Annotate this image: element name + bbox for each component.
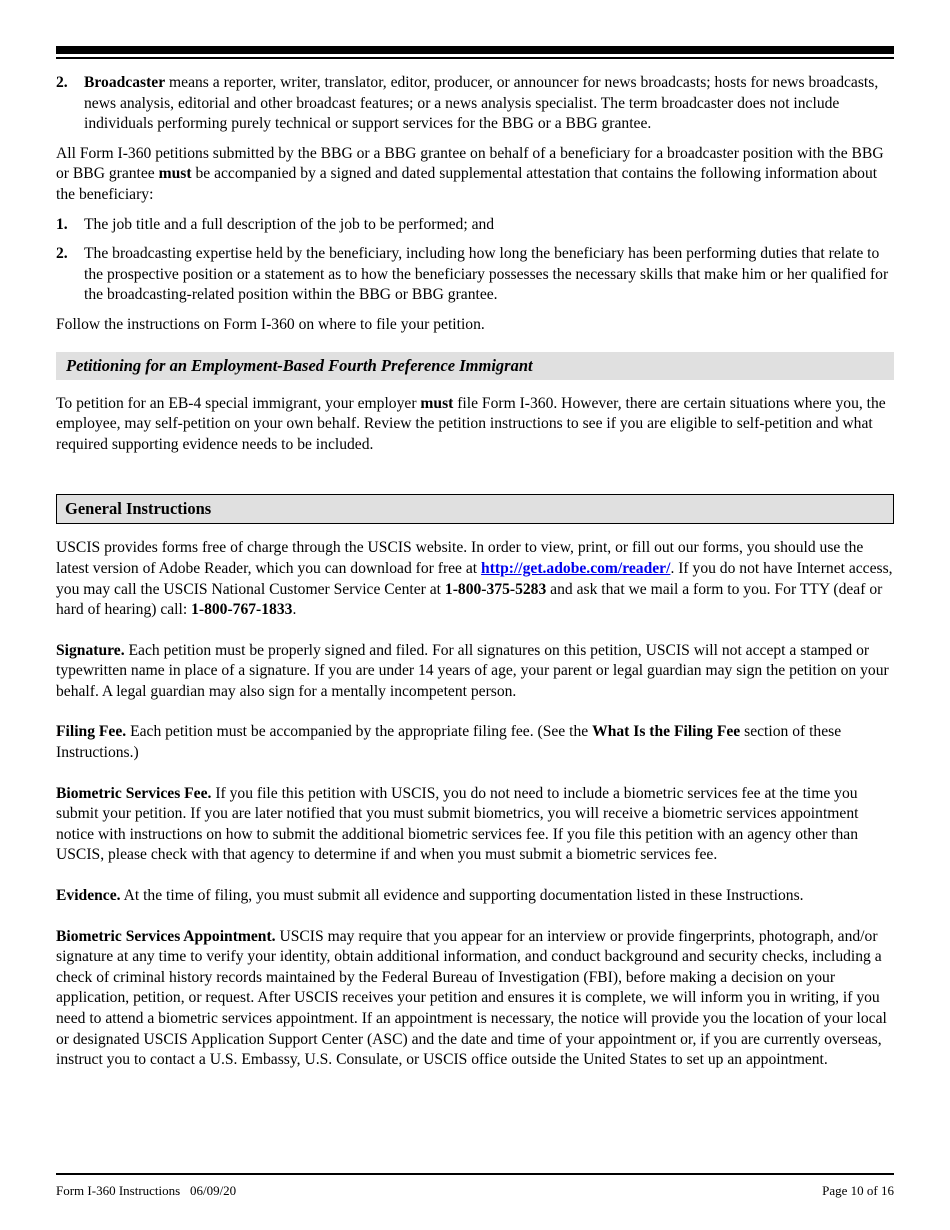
- footer-page-number: Page 10 of 16: [822, 1183, 894, 1198]
- general-instructions-heading: General Instructions: [56, 494, 894, 524]
- page-content: [56, 73, 894, 1071]
- footer-form-id: Form I-360 Instructions 06/09/20: [56, 1183, 237, 1198]
- adobe-reader-link[interactable]: http://get.adobe.com/reader/: [481, 559, 671, 577]
- attestation-intro: All Form I-360 petitions submitted by the BBG or a BBG grantee on behalf of a beneficiary for a broadcaster position with the BBG or BBG grantee must be accompanied by a signed and dated supplemental attestation that contains the following information about the beneficiary:: [56, 144, 884, 203]
- biometric-appointment-paragraph: Biometric Services Appointment. USCIS may require that you appear for an interview or provide fingerprints, photograph, and/or signature at any time to verify your identity, obtain additional information, and conduct background and security checks, including a check of criminal history records maintained by the Federal Bureau of Investigation (FBI), before making a decision on your application, petition, or request. After USCIS receives your petition and ensures it is complete, we will inform you in writing, if you need to attend a biometric services appointment. If an appointment is necessary, the notice will provide you the location of your local or designated USCIS Application Support Center (ASC) and the date and time of your appointment or, if you are currently overseas, instruct you to contact a U.S. Embassy, U.S. Consulate, or USCIS office outside the United States to set up an appointment.: [56, 927, 887, 1069]
- definition-text: means a reporter, writer, translator, editor, producer, or announcer for news broadcasts; hosts for news broadcasts, news analysis, editorial and other broadcast features; or a news analysis specialist. The term broadcaster does not include individuals performing purely technical or support services for the BBG or a BBG grantee.: [84, 74, 879, 133]
- definition-number: 2.: [56, 74, 68, 91]
- footer-rule: [56, 1173, 894, 1175]
- eb4-paragraph: To petition for an EB-4 special immigrant, your employer must file Form I-360. However, there are certain situations where you, the employee, may self-petition on your own behalf. Review the petition instructions to see if you are eligible to self-petition and what required supporting evidence needs to be included.: [56, 394, 886, 453]
- definition-term: Broadcaster: [84, 74, 166, 91]
- definition-item: [56, 73, 894, 135]
- follow-instructions: Follow the instructions on Form I-360 on where to file your petition.: [56, 315, 485, 333]
- uscis-forms-paragraph: USCIS provides forms free of charge through the USCIS website. In order to view, print, or fill out our forms, you should use the latest version of Adobe Reader, which you can download for free at http://get.adobe.com/reader/. If you do not have Internet access, you may call the USCIS National Customer Service Center at 1-800-375-5283 and ask that we mail a form to you. For TTY (deaf or hard of hearing) call: 1-800-767-1833.: [56, 539, 893, 619]
- customer-service-phone: 1-800-375-5283: [444, 580, 547, 598]
- attestation-item: 1. The job title and a full description of the job to be performed; and: [56, 215, 495, 233]
- page-footer: [56, 1183, 894, 1199]
- tty-phone: 1-800-767-1833: [191, 601, 293, 619]
- header-rule-thin: [56, 57, 894, 59]
- eb4-section-heading: Petitioning for an Employment-Based Fourth Preference Immigrant: [56, 352, 894, 380]
- filing-fee-paragraph: Filing Fee. Each petition must be accompanied by the appropriate filing fee. (See the What Is the Filing Fee section of these Instructions.): [56, 723, 842, 762]
- header-rule-thick: [56, 46, 894, 54]
- signature-paragraph: Signature. Each petition must be properly signed and filed. For all signatures on this petition, USCIS will not accept a stamped or typewritten name in place of a signature. If you are under 14 years of age, your parent or legal guardian may sign the petition on your behalf. A legal guardian may also sign for a mentally incompetent person.: [56, 641, 889, 700]
- evidence-paragraph: Evidence. At the time of filing, you must submit all evidence and supporting documentation listed in these Instructions.: [56, 887, 804, 905]
- attestation-item: 2. The broadcasting expertise held by the beneficiary, including how long the beneficiary has been performing duties that relate to the prospective position or a statement as to how the beneficiary possesses the necessary skills that make him or her qualified for the broadcasting-related position within the BBG or BBG grantee.: [56, 245, 889, 304]
- biometric-fee-paragraph: Biometric Services Fee. If you file this petition with USCIS, you do not need to include a biometric services fee at the time you submit your petition. If you are later notified that you must submit biometrics, you will receive a biometric services appointment notice with instructions on how to submit the additional biometric services fee. If you file this petition with an agency other than USCIS, please check with that agency to determine if and when you must submit a biometric services fee.: [56, 784, 859, 864]
